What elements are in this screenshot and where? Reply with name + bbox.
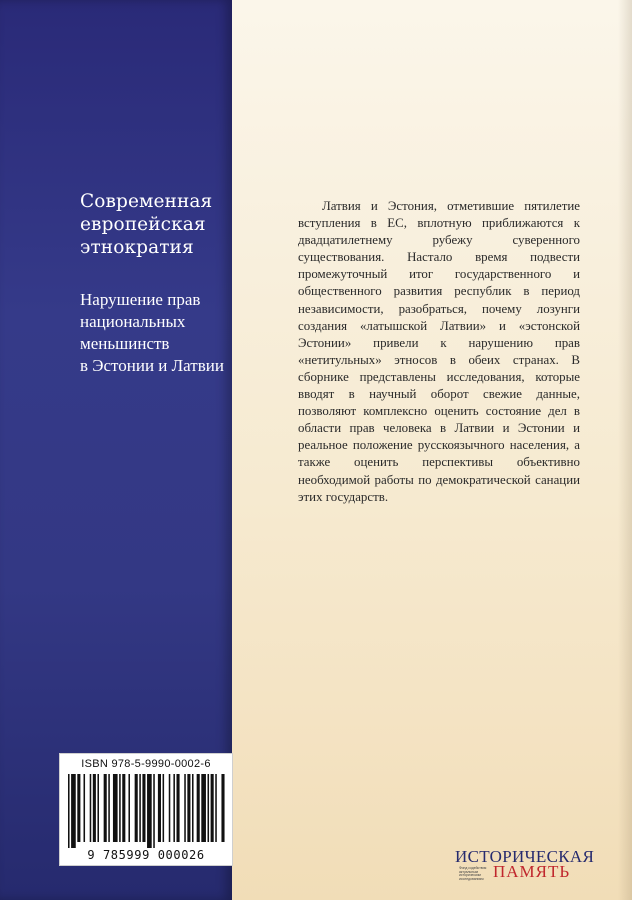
publisher-name-line1: ИСТОРИЧЕСКАЯ [455,847,595,866]
isbn-label: ISBN 978-5-9990-0002-6 [81,758,211,770]
barcode-digits: 9 785999 000026 [87,848,205,862]
book-description: Латвия и Эстония, отметившие пятилетие вступления в ЕС, вплотную приближаются к двадцатилетнему рубежу суверенного существования. Настало время подвести промежуточный итог государственного и общественного развития республик в период независимости, разобраться, почему лозунги создания «латышской Латвии» и «эстонской Эстонии» привели к нарушению прав «нетитульных» этносов в обеих странах. В сборнике представлены исследования, которые вводят в научный оборот свежие данные, позволяют комплексно оценить состояние дел в области прав человека в Латвии и Эстонии и реальное положение русскоязычного населения, а также оценить перспективы объективно необходимой работы по демократической санации этих государств. [298,199,580,504]
barcode-icon [66,774,226,848]
book-title: Современная европейская этнократия [80,191,213,258]
publisher-logo [455,847,607,883]
barcode-block [59,753,233,866]
book-subtitle: Нарушение прав национальных меньшинств в Эстонии и Латвии [80,290,224,375]
publisher-name-line2: ПАМЯТЬ [493,862,571,881]
publisher-small-text: Фонд содействия актуальным историческим исследованиям [459,866,487,881]
